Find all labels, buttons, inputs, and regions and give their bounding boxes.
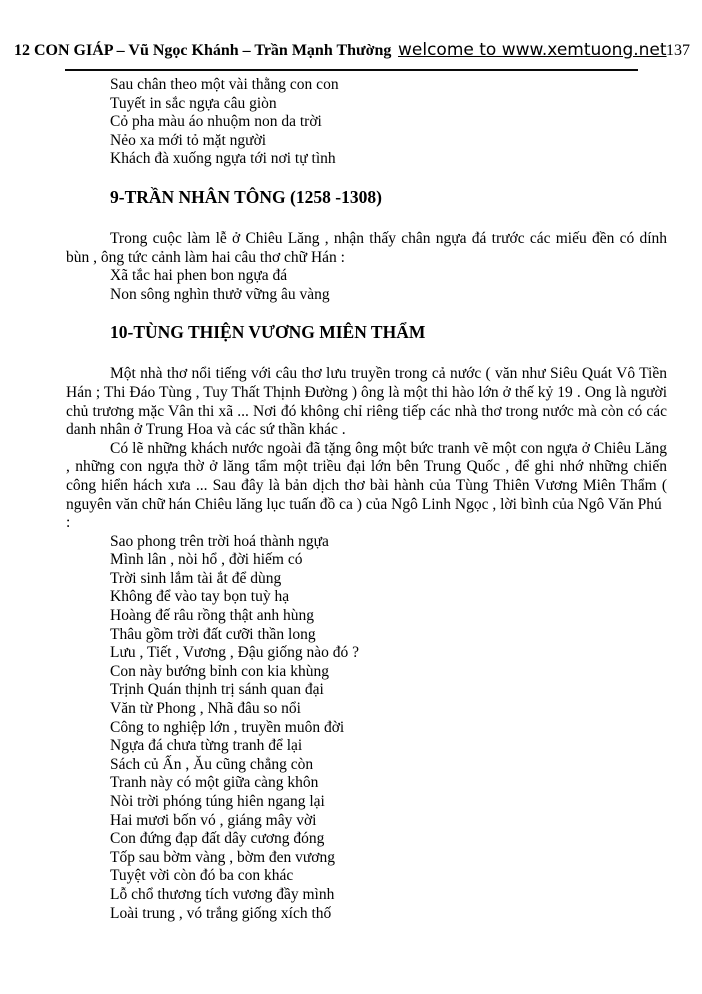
- section-heading-10: 10-TÙNG THIỆN VƯƠNG MIÊN THẨM: [110, 322, 426, 343]
- header-divider: [65, 69, 638, 71]
- verse-line: Lưu , Tiết , Vương , Đậu giống nào đó ?: [110, 644, 360, 662]
- verse-line: Sao phong trên trời hoá thành ngựa: [110, 532, 329, 550]
- verse-line: Tuyết in sắc ngựa câu giòn: [110, 94, 277, 112]
- verse-line: Công to nghiệp lớn , truyền muôn đời: [110, 718, 345, 736]
- page-number: 137: [666, 42, 690, 59]
- verse-line: Mình lân , nòi hổ , đời hiếm có: [110, 551, 303, 569]
- verse-block-3: [66, 533, 667, 923]
- paragraph-tranh: Có lẽ những khách nước ngoài đã tặng ông một bức tranh vẽ một con ngựa ở Chiêu Lăng , những con ngựa thờ ở lăng tẩm một triều đại lớn bên Trung Quốc , để ghi nhớ những chiến công hiển hách xưa ... Sau đây là bản dịch thơ bài hành của Tùng Thiên Vương Miên Thẩm ( nguyên văn chữ hán Chiêu lăng lục tuấn đồ ca ) của Ngô Linh Ngọc , lời bình của Ngô Văn Phú: [66, 439, 667, 513]
- verse-line: Tranh này có một giữa càng khôn: [110, 774, 319, 792]
- paragraph-colon: :: [66, 514, 71, 532]
- verse-line: Hoàng đế râu rồng thật anh hùng: [110, 607, 315, 625]
- verse-line: Khách đà xuống ngựa tới nơi tự tình: [110, 150, 336, 168]
- site-link[interactable]: welcome to www.xemtuong.net: [398, 40, 667, 60]
- verse-line: Con này bướng bỉnh con kia khùng: [110, 662, 329, 680]
- verse-block-1: [66, 76, 667, 169]
- section-heading-9: 9-TRẦN NHÂN TÔNG (1258 -1308): [110, 186, 382, 207]
- verse-line: Trời sinh lắm tài ắt để dùng: [110, 569, 282, 587]
- verse-line: Con đứng đạp đất dây cương đóng: [110, 830, 325, 848]
- verse-line: Cỏ pha màu áo nhuộm non da trời: [110, 113, 322, 131]
- page-body: [66, 76, 667, 923]
- verse-line: Hai mươi bốn vó , giáng mây vời: [110, 811, 317, 829]
- verse-line: Tuyệt vời còn đó ba con khác: [110, 867, 294, 885]
- verse-line: Tốp sau bờm vàng , bờm đen vương: [110, 848, 335, 866]
- verse-line: Văn từ Phong , Nhã đâu so nổi: [110, 700, 301, 718]
- book-title: 12 CON GIÁP – Vũ Ngọc Khánh – Trần Mạnh Thường: [14, 42, 392, 59]
- verse-line: Loài trung , vó trắng giống xích thố: [110, 904, 332, 922]
- verse-line: Sau chân theo một vài thằng con con: [110, 76, 339, 93]
- verse-line: Lỗ chổ thương tích vương đầy mình: [110, 885, 335, 903]
- verse-line: Thâu gồm trời đất cưỡi thần long: [110, 625, 316, 643]
- page-header: [0, 0, 702, 76]
- paragraph-bio: Một nhà thơ nổi tiếng với câu thơ lưu truyền trong cả nước ( văn như Siêu Quát Vô Tiền Hán ; Thi Đáo Tùng , Tuy Thất Thịnh Đường ) ông là một thi hào lớn ở thế kỷ 19 . Ong là người chủ trương mặc Vân thi xã ... Nơi đó không chỉ riêng tiếp các nhà thơ trong nước mà còn có các danh nhân ở Trung Hoa và các sứ thần khác .: [66, 365, 667, 439]
- verse-line: Non sông nghìn thưở vững âu vàng: [110, 285, 330, 303]
- verse-line: Ngựa đá chưa từng tranh để lại: [110, 737, 303, 755]
- verse-line: Nẻo xa mới tỏ mặt người: [110, 131, 267, 149]
- verse-line: Trịnh Quán thịnh trị sánh quan đại: [110, 681, 324, 699]
- paragraph-chieu-lang: Trong cuộc làm lễ ở Chiêu Lăng , nhận thấy chân ngựa đá trước các miếu đền có dính bùn , ông tức cảnh làm hai câu thơ chữ Hán :: [66, 229, 667, 266]
- verse-line: Nòi trời phóng túng hiên ngang lại: [110, 793, 325, 810]
- verse-line: Không để vào tay bọn tuỳ hạ: [110, 588, 290, 606]
- verse-line: Sách củ Ấn , Ău cũng chẳng còn: [110, 755, 314, 773]
- verse-line: Xã tắc hai phen bon ngựa đá: [110, 267, 288, 285]
- verse-block-2: [66, 267, 667, 304]
